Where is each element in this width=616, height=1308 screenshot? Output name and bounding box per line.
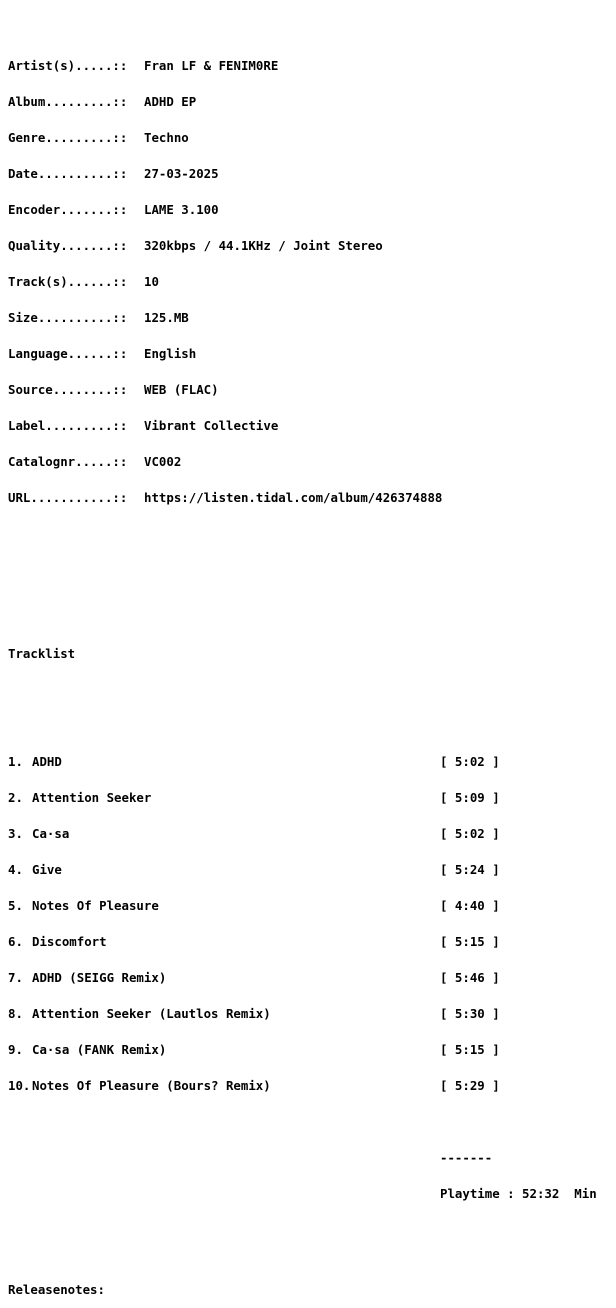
spacer — [8, 600, 608, 612]
nfo-document — [8, 12, 608, 1308]
info-label: Catalognr.....:: — [8, 454, 135, 469]
info-value: LAME 3.100 — [144, 202, 219, 217]
info-label: Track(s)......:: — [8, 274, 135, 289]
info-label: Artist(s).....:: — [8, 58, 135, 73]
info-row-date — [8, 168, 608, 180]
track-duration: [ 4:40 ] — [440, 898, 500, 913]
info-label: Album.........:: — [8, 94, 135, 109]
track-title: Ca·sa — [32, 826, 70, 841]
playtime-divider: ------- — [440, 1150, 493, 1165]
info-row-quality — [8, 240, 608, 252]
track-number: 6. — [8, 934, 31, 949]
releasenotes-heading: Releasenotes: — [8, 1282, 105, 1297]
track-number: 9. — [8, 1042, 31, 1057]
info-value: 27-03-2025 — [144, 166, 219, 181]
info-row-catalognr — [8, 456, 608, 468]
track-title: ADHD — [32, 754, 62, 769]
track-title: Give — [32, 862, 62, 877]
track-number: 1. — [8, 754, 31, 769]
track-title: Notes Of Pleasure — [32, 898, 159, 913]
track-duration: [ 5:46 ] — [440, 970, 500, 985]
url-link[interactable]: https://listen.tidal.com/album/426374888 — [144, 490, 443, 505]
info-row-encoder — [8, 204, 608, 216]
track-number: 5. — [8, 898, 31, 913]
track-row — [8, 972, 608, 984]
track-duration: [ 5:09 ] — [440, 790, 500, 805]
track-row — [8, 900, 608, 912]
info-label: Language......:: — [8, 346, 135, 361]
track-number: 8. — [8, 1006, 31, 1021]
track-title: Notes Of Pleasure (Bours? Remix) — [32, 1078, 271, 1093]
track-duration: [ 5:29 ] — [440, 1078, 500, 1093]
info-row-label — [8, 420, 608, 432]
track-row — [8, 792, 608, 804]
track-row — [8, 864, 608, 876]
track-title: Ca·sa (FANK Remix) — [32, 1042, 167, 1057]
info-value: 125.MB — [144, 310, 189, 325]
spacer — [8, 1236, 608, 1248]
info-row-size — [8, 312, 608, 324]
info-row-tracks — [8, 276, 608, 288]
track-duration: [ 5:24 ] — [440, 862, 500, 877]
info-label: Label.........:: — [8, 418, 135, 433]
info-value: 320kbps / 44.1KHz / Joint Stereo — [144, 238, 383, 253]
info-label: Genre.........:: — [8, 130, 135, 145]
info-row-album — [8, 96, 608, 108]
track-number: 4. — [8, 862, 31, 877]
track-duration: [ 5:02 ] — [440, 754, 500, 769]
info-label: Source........:: — [8, 382, 135, 397]
info-value: Fran LF & FENIM0RE — [144, 58, 279, 73]
spacer — [8, 564, 608, 576]
track-number: 3. — [8, 826, 31, 841]
track-title: ADHD (SEIGG Remix) — [32, 970, 167, 985]
info-row-artist — [8, 60, 608, 72]
track-title: Discomfort — [32, 934, 107, 949]
track-duration: [ 5:15 ] — [440, 1042, 500, 1057]
info-label: Encoder.......:: — [8, 202, 135, 217]
playtime-total: Playtime : 52:32 Min — [440, 1186, 597, 1201]
track-row — [8, 1080, 608, 1092]
info-row-language — [8, 348, 608, 360]
track-row — [8, 1044, 608, 1056]
info-row-source — [8, 384, 608, 396]
info-value: Techno — [144, 130, 189, 145]
track-number: 10. — [8, 1078, 31, 1093]
info-label: Size..........:: — [8, 310, 135, 325]
tracklist — [8, 732, 608, 1116]
track-number: 7. — [8, 970, 31, 985]
info-value: ADHD EP — [144, 94, 197, 109]
info-value: English — [144, 346, 197, 361]
tracklist-heading: Tracklist — [8, 646, 76, 661]
track-duration: [ 5:15 ] — [440, 934, 500, 949]
track-title: Attention Seeker (Lautlos Remix) — [32, 1006, 271, 1021]
track-row — [8, 828, 608, 840]
track-duration: [ 5:30 ] — [440, 1006, 500, 1021]
track-row — [8, 1008, 608, 1020]
playtime-divider-row — [8, 1152, 608, 1164]
track-title: Attention Seeker — [32, 790, 152, 805]
track-row — [8, 756, 608, 768]
spacer — [8, 684, 608, 696]
track-number: 2. — [8, 790, 31, 805]
playtime-row — [8, 1188, 608, 1200]
track-duration: [ 5:02 ] — [440, 826, 500, 841]
info-label: Date..........:: — [8, 166, 135, 181]
info-row-url — [8, 492, 608, 504]
info-label: URL...........:: — [8, 490, 135, 505]
info-value: Vibrant Collective — [144, 418, 279, 433]
info-value: VC002 — [144, 454, 182, 469]
info-label: Quality.......:: — [8, 238, 135, 253]
info-value: WEB (FLAC) — [144, 382, 219, 397]
info-block — [8, 36, 608, 528]
track-row — [8, 936, 608, 948]
info-value: 10 — [144, 274, 159, 289]
info-row-genre — [8, 132, 608, 144]
